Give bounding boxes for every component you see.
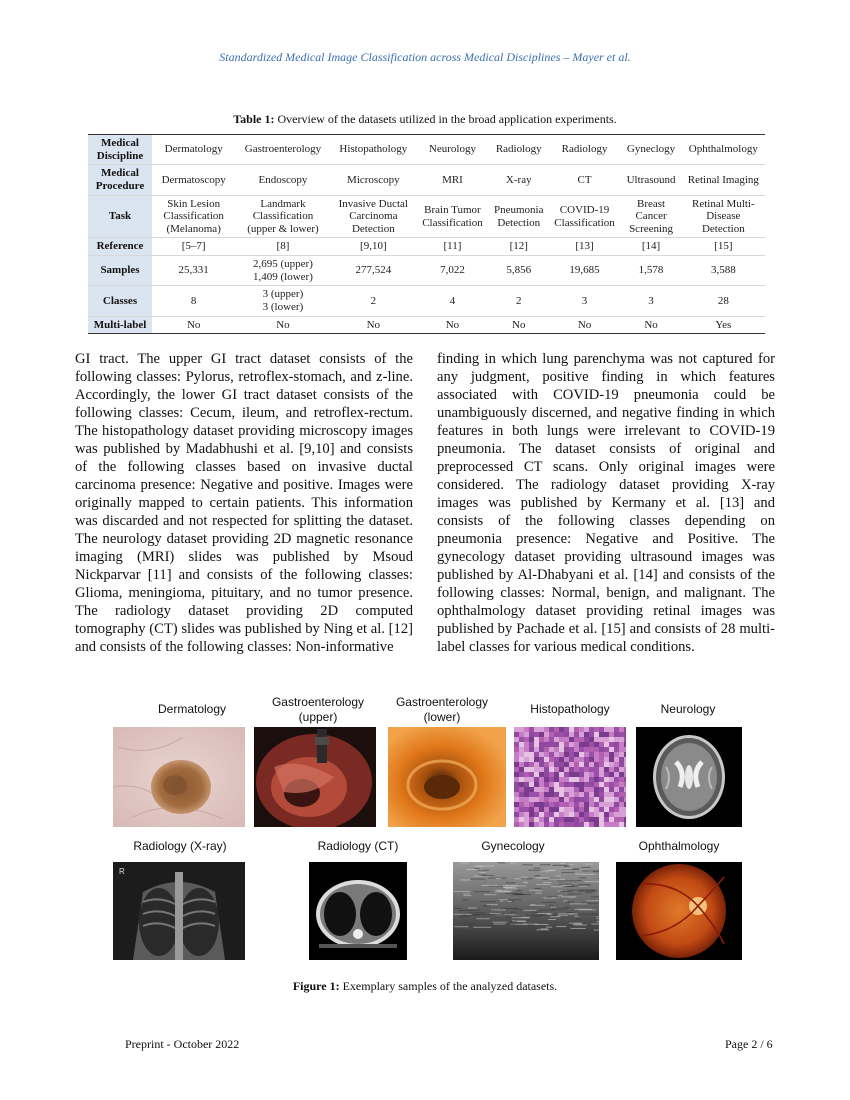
table-cell: 2	[370, 294, 377, 307]
row-header: Samples	[88, 256, 152, 286]
table-cell: MRI	[442, 173, 463, 186]
table-cell: Breast Cancer Screening	[629, 197, 674, 235]
table-cell: Histopathology	[339, 143, 408, 156]
table-cell: 1,578	[638, 264, 664, 277]
figure-label-neurology: Neurology	[660, 702, 716, 716]
gastro-upper-image	[254, 727, 376, 827]
table-caption-label: Table 1:	[233, 112, 275, 126]
table-cell: No	[577, 318, 592, 331]
xray-image	[113, 862, 245, 960]
row-header: Task	[88, 195, 152, 238]
footer-preprint: Preprint - October 2022	[125, 1037, 240, 1051]
table-cell: Ophthalmology	[688, 143, 758, 156]
row-header: Medical Procedure	[88, 165, 152, 195]
table-cell: [13]	[575, 240, 594, 253]
figure-label-xray: Radiology (X-ray)	[133, 839, 227, 853]
table-cell: Ultrasound	[626, 173, 676, 186]
table-cell: 28	[717, 294, 729, 307]
table-cell: [5–7]	[181, 240, 206, 253]
ct-image	[309, 862, 407, 960]
table-cell: No	[445, 318, 460, 331]
figure-caption	[0, 979, 850, 994]
histopathology-image	[514, 727, 626, 827]
table-cell: 8	[190, 294, 197, 307]
table-row	[88, 316, 765, 334]
datasets-table	[88, 134, 765, 334]
body-right-column: finding in which lung parenchyma was not captured for any judgment, positive finding in which features associated with COVID-19 pneumonia could be unambiguously discerned, and negative finding in which features in both lungs were irrelevant to COVID-19 pneumonia. The dataset consists of original and preprocessed CT scans. Only original images were considered. The radiology dataset providing X-ray images was published by Kermany et al. [13] and consists of the following classes depending on pneumonia presence: Negative and Positive. The gynecology dataset providing ultrasound images was published by Al-Dhabyani et al. [14] and consists of the following classes: Normal, benign, and malignant. The ophthalmology dataset providing retinal images was published by Pachade et al. [15] and consists of 28 multi-label classes for various medical conditions.	[437, 351, 775, 655]
footer-page-number: Page 2 / 6	[725, 1037, 773, 1051]
table-cell: Microscopy	[347, 173, 400, 186]
xray-side-marker: R	[119, 867, 125, 876]
table-cell: [15]	[714, 240, 733, 253]
table-cell: 2	[516, 294, 522, 307]
figure-label-ct: Radiology (CT)	[317, 839, 399, 853]
table-cell: Yes	[715, 318, 732, 331]
table-cell: [12]	[509, 240, 528, 253]
table-cell: [14]	[641, 240, 661, 253]
table-cell: Pneumonia Detection	[494, 203, 544, 229]
table-row	[88, 195, 765, 238]
table-cell: Radiology	[561, 143, 608, 156]
figure-label-gynecology: Gynecology	[481, 839, 545, 853]
table-cell: 7,022	[440, 264, 465, 277]
table-cell: 277,524	[355, 264, 392, 277]
row-header: Classes	[88, 286, 152, 316]
table-row	[88, 286, 765, 316]
table-cell: No	[186, 318, 201, 331]
table-cell: 4	[449, 294, 456, 307]
table-cell: Dermatology	[164, 143, 223, 156]
row-header: Reference	[88, 238, 152, 256]
table-cell: 19,685	[569, 264, 600, 277]
table-cell: 25,331	[178, 264, 209, 277]
figure-label-histopathology: Histopathology	[530, 702, 610, 716]
figure-caption-label: Figure 1:	[292, 979, 340, 993]
table-cell: Retinal Multi-Disease Detection	[692, 197, 755, 235]
table-cell: No	[276, 318, 290, 331]
figure-label-gastro-upper: Gastroenterology (upper)	[271, 695, 365, 724]
body-left-column: GI tract. The upper GI tract dataset consists of the following classes: Pylorus, retroflex-stomach, and z-line. Accordingly, the lower GI tract dataset consists of the following classes: Cecum, ileum, and retroflex-rectum. The histopathology dataset providing microscopy images was published by Madabhushi et al. [9,10] and consists of the following classes based on invasive ductal carcinoma presence: Negative and positive. Images were originally mapped to certain patients. This information was discarded and not respected for splitting the dataset. The neurology dataset providing 2D magnetic resonance imaging (MRI) slides was published by Msoud Nickparvar [11] and consists of the following classes: Glioma, meningioma, pituitary, and no tumor presence. The radiology dataset providing 2D computed tomography (CT) slides was published by Ning et al. [12] and consists of the following classes: Non-informative	[75, 351, 413, 655]
figure-label-dermatology: Dermatology	[157, 702, 227, 716]
table-cell: Endoscopy	[258, 173, 308, 186]
table-cell: Landmark Classification (upper & lower)	[247, 197, 319, 235]
table-cell: Neurology	[428, 143, 476, 156]
table-row	[88, 238, 765, 256]
table-cell: CT	[577, 173, 592, 186]
table-cell: 2,695 (upper) 1,409 (lower)	[253, 258, 313, 283]
row-header: Multi-label	[88, 316, 152, 334]
gynecology-image	[453, 862, 599, 960]
table-cell: Dermatoscopy	[161, 173, 226, 186]
dermatology-image	[113, 727, 245, 827]
table-cell: No	[512, 318, 526, 331]
table-cell: 5,856	[506, 264, 532, 277]
table-cell: [11]	[443, 240, 462, 253]
table-cell: Gyneclogy	[626, 143, 676, 156]
table-cell: 3,588	[710, 264, 736, 277]
table-cell: Gastroenterology	[244, 143, 322, 156]
table-caption	[0, 112, 850, 127]
running-title: Standardized Medical Image Classification across Medical Disciplines – Mayer et al.	[219, 50, 631, 64]
table-cell: No	[644, 318, 658, 331]
table-cell: 3	[648, 294, 654, 307]
table-cell: 3	[581, 294, 588, 307]
table-row	[88, 165, 765, 195]
table-cell: Skin Lesion Classification (Melanoma)	[163, 197, 224, 235]
neurology-image	[636, 727, 742, 827]
figure-caption-text: Exemplary samples of the analyzed datasets.	[339, 979, 558, 993]
gastro-lower-image	[388, 727, 506, 827]
table-caption-text: Overview of the datasets utilized in the broad application experiments.	[274, 112, 617, 126]
table-cell: [8]	[276, 240, 290, 253]
ophthalmology-image	[616, 862, 742, 960]
table-row	[88, 256, 765, 286]
table-cell: 3 (upper) 3 (lower)	[262, 288, 304, 314]
row-header: Medical Discipline	[88, 135, 152, 165]
table-cell: X-ray	[505, 173, 532, 186]
table-row	[88, 135, 765, 165]
table-cell: Brain Tumor Classification	[422, 203, 483, 229]
table-cell: Retinal Imaging	[687, 173, 759, 186]
table-cell: Invasive Ductal Carcinoma Detection	[338, 197, 408, 235]
figure-label-gastro-lower: Gastroenterology (lower)	[395, 695, 489, 724]
table-cell: COVID-19 Classification	[554, 203, 615, 229]
table-cell: No	[366, 318, 381, 331]
figure-label-ophthalmology: Ophthalmology	[638, 839, 720, 853]
table-cell: [9,10]	[360, 240, 387, 253]
table-cell: Radiology	[495, 143, 542, 156]
